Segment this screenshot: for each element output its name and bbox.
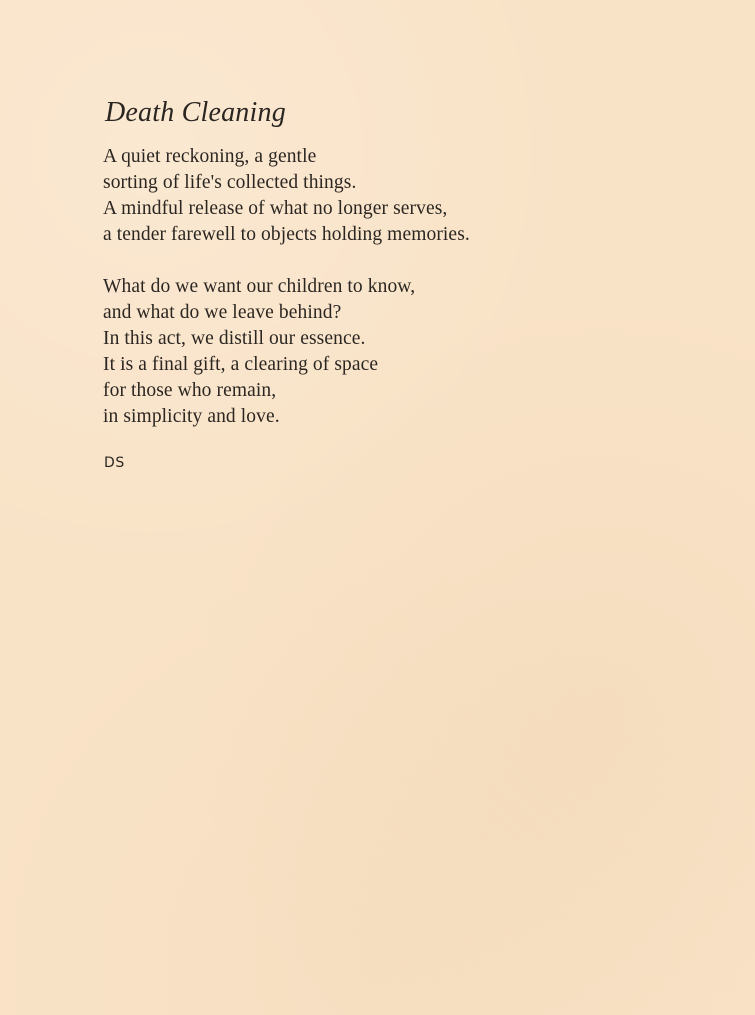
poem-line: a tender farewell to objects holding memories. (103, 224, 470, 245)
stanza-1 (103, 144, 663, 248)
poem-line: for those who remain, (103, 380, 277, 401)
stanza-2 (103, 274, 663, 430)
poem-title: Death Cleaning (105, 97, 286, 128)
poem-line: sorting of life's collected things. (103, 172, 357, 193)
poem-line: in simplicity and love. (103, 406, 280, 427)
poem-line: and what do we leave behind? (103, 302, 342, 323)
poem-line: It is a final gift, a clearing of space (103, 354, 379, 375)
author-signature: DS (104, 455, 125, 471)
poem-line: A quiet reckoning, a gentle (103, 146, 317, 167)
poem-line: What do we want our children to know, (103, 276, 416, 297)
poem (103, 96, 663, 472)
poem-line: A mindful release of what no longer serves, (103, 198, 448, 219)
poem-line: In this act, we distill our essence. (103, 328, 366, 349)
